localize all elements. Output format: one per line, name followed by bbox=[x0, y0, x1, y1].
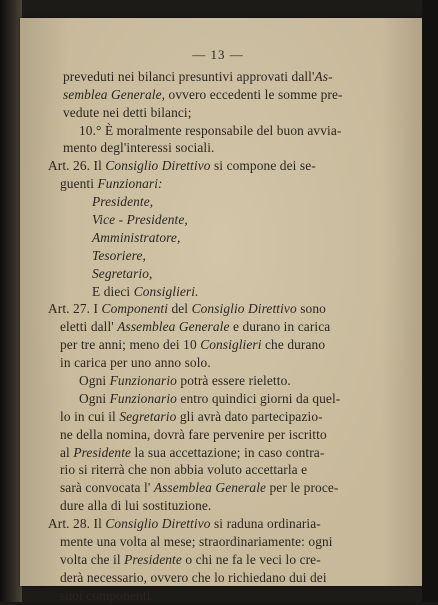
text-run: potrà essere rieletto. bbox=[176, 373, 291, 389]
text-run: mento degl'interessi sociali. bbox=[63, 140, 215, 156]
text-line bbox=[48, 68, 388, 86]
italic-term: Segretario bbox=[119, 408, 177, 424]
text-line bbox=[48, 193, 388, 211]
text-line bbox=[48, 229, 388, 247]
text-run: del bbox=[168, 301, 192, 317]
italic-term: Funzionario bbox=[109, 390, 177, 406]
text-line bbox=[48, 318, 388, 336]
text-run: eletti dall' bbox=[60, 319, 118, 335]
text-line bbox=[48, 265, 388, 283]
text-run: e durano in carica bbox=[229, 319, 331, 335]
text-line bbox=[48, 336, 388, 354]
page-text bbox=[48, 46, 388, 605]
italic-term: Assemblea Generale bbox=[117, 319, 230, 335]
text-line bbox=[48, 283, 388, 301]
text-line bbox=[48, 461, 388, 479]
text-line bbox=[48, 247, 388, 265]
text-run: o chi ne fa le veci lo cre- bbox=[181, 551, 321, 567]
text-line bbox=[48, 551, 388, 569]
text-run: derà necessario, ovvero che lo richiedano dui dei bbox=[60, 569, 327, 585]
text-run: vedute nei detti bilanci; bbox=[63, 104, 192, 120]
text-run: 10.° È moralmente responsabile del buon avvia- bbox=[79, 122, 342, 138]
text-run: suoi componenti. bbox=[60, 587, 154, 603]
text-run: che durano bbox=[261, 337, 326, 353]
italic-term: Segretario, bbox=[92, 265, 153, 281]
scanner-border bbox=[422, 0, 438, 602]
text-line bbox=[48, 444, 388, 462]
text-line bbox=[48, 426, 388, 444]
text-run: Ogni bbox=[79, 390, 110, 406]
text-run: E dieci bbox=[92, 283, 134, 299]
italic-term: Consiglieri. bbox=[133, 283, 199, 299]
text-run: in carica per uno anno solo. bbox=[60, 355, 211, 371]
italic-term: Presidente bbox=[124, 551, 182, 567]
italic-term: Consiglio Direttivo bbox=[105, 158, 211, 174]
text-run: la sua accettazione; in caso contra- bbox=[131, 444, 325, 460]
text-run: rio si riterrà che non abbia voluto accettarla e bbox=[60, 462, 308, 478]
text-line bbox=[48, 122, 388, 140]
italic-term: Presidente, bbox=[92, 194, 154, 210]
text-line bbox=[48, 211, 388, 229]
text-run: al bbox=[60, 444, 74, 460]
text-lines bbox=[48, 68, 388, 605]
italic-term: Assemblea Generale bbox=[153, 480, 267, 496]
text-run: preveduti nei bilanci presuntivi approvati dall' bbox=[63, 68, 315, 84]
italic-term: Consiglio Direttivo bbox=[105, 516, 211, 532]
italic-term: As- bbox=[314, 68, 333, 84]
text-run: guenti bbox=[60, 176, 98, 192]
text-run: lo in cui il bbox=[60, 408, 120, 424]
text-line bbox=[48, 139, 388, 157]
text-run: Art. 28. Il bbox=[48, 516, 106, 532]
text-line bbox=[48, 479, 388, 497]
text-line bbox=[48, 175, 388, 193]
text-run: per tre anni; meno dei 10 bbox=[60, 337, 201, 353]
text-run: volta che il bbox=[60, 551, 125, 567]
text-line bbox=[48, 408, 388, 426]
text-run: gli avrà dato partecipazio- bbox=[176, 408, 323, 424]
italic-term: Presidente bbox=[73, 444, 132, 460]
text-run: si raduna ordinaria- bbox=[210, 516, 321, 532]
italic-term: Amministratore, bbox=[92, 229, 181, 245]
text-line bbox=[48, 390, 388, 408]
italic-term: Tesoriere, bbox=[92, 247, 146, 263]
italic-term: Vice - Presidente, bbox=[92, 212, 188, 228]
text-line bbox=[48, 515, 388, 533]
italic-term: Consiglieri bbox=[200, 337, 262, 353]
text-line bbox=[48, 354, 388, 372]
text-line bbox=[48, 372, 388, 390]
italic-term: Consiglio Direttivo bbox=[191, 301, 297, 317]
page-number: — 13 — bbox=[192, 47, 244, 62]
text-run: Art. 26. Il bbox=[48, 158, 106, 174]
text-line bbox=[48, 300, 388, 318]
text-line bbox=[48, 533, 388, 551]
text-run: ne della nomina, dovrà fare pervenire per iscritto bbox=[60, 426, 327, 442]
italic-term: Componenti bbox=[101, 301, 169, 317]
text-line bbox=[48, 104, 388, 122]
text-run: ovvero eccedenti le somme pre- bbox=[165, 86, 343, 102]
text-line bbox=[48, 497, 388, 515]
text-run: dure alla di lui sostituzione. bbox=[60, 498, 212, 514]
text-line bbox=[48, 569, 388, 587]
text-run: mente una volta al mese; straordinariamente: ogni bbox=[60, 534, 333, 550]
text-run: sono bbox=[296, 301, 326, 317]
book-spine-edge bbox=[0, 0, 22, 602]
text-run: per le proce- bbox=[266, 480, 339, 496]
text-run: Ogni bbox=[79, 373, 110, 389]
text-line bbox=[48, 157, 388, 175]
text-run: si compone dei se- bbox=[210, 158, 316, 174]
text-run: entro quindici giorni da quel- bbox=[176, 390, 341, 406]
italic-term: semblea Generale, bbox=[63, 86, 166, 102]
italic-term: Funzionario bbox=[109, 373, 177, 389]
text-run: sarà convocata l' bbox=[60, 480, 154, 496]
book-page bbox=[20, 18, 422, 603]
text-line bbox=[48, 86, 388, 104]
italic-term: Funzionari: bbox=[97, 176, 163, 192]
text-run: Art. 27. I bbox=[48, 301, 102, 317]
